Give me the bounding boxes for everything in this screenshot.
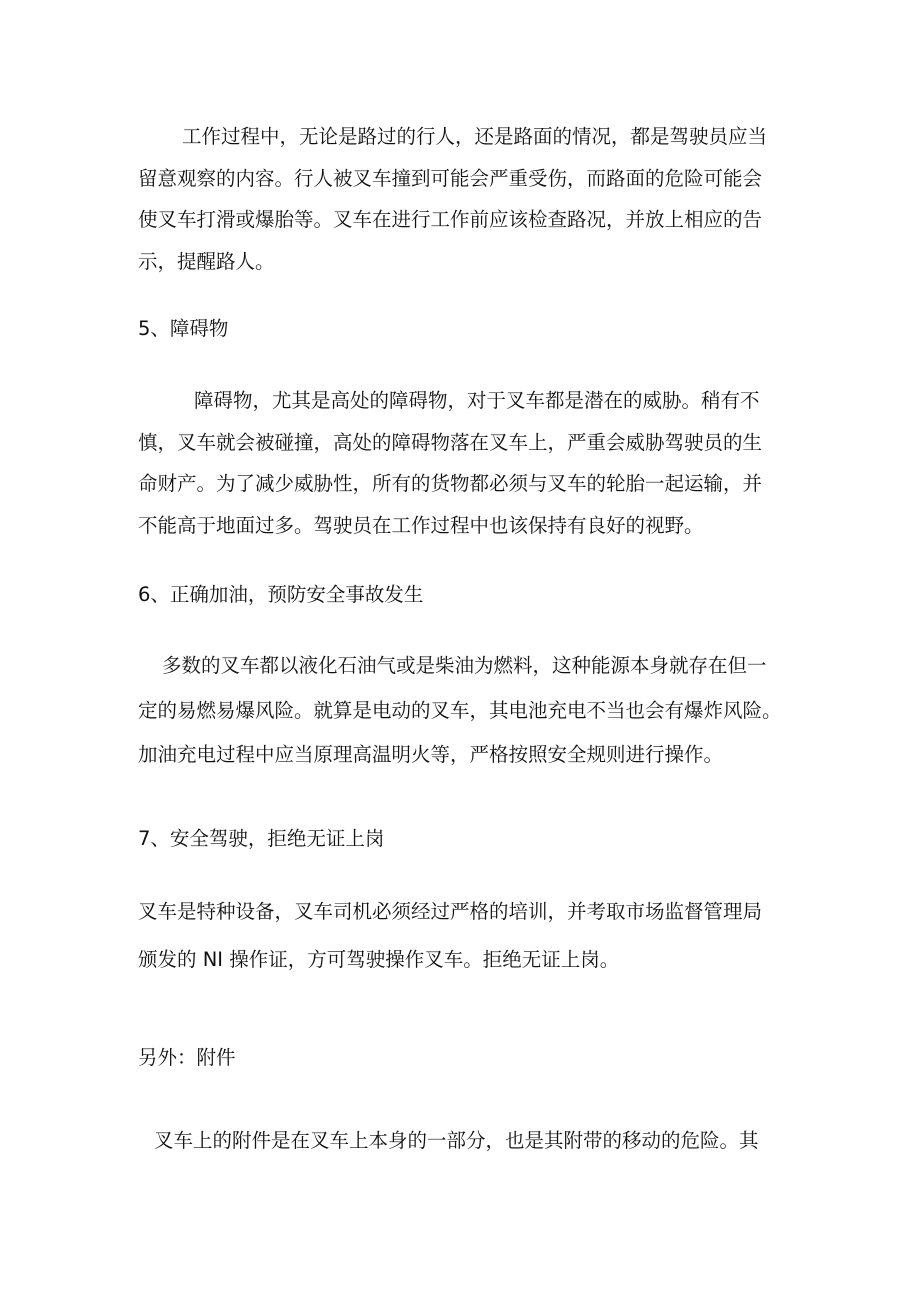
paragraph-line: 多数的叉车都以液化石油气或是柴油为燃料，这种能源本身就存在但一 <box>162 654 767 677</box>
section-heading-driving: 7、安全驾驶，拒绝无证上岗 <box>138 827 385 850</box>
paragraph-line: 命财产。为了减少威胁性，所有的货物都必须与叉车的轮胎一起运输，并 <box>138 472 763 495</box>
paragraph-line: 加油充电过程中应当原理高温明火等，严格按照安全规则进行操作。 <box>138 743 724 766</box>
paragraph-line: 使叉车打滑或爆胎等。叉车在进行工作前应该检查路况，并放上相应的告 <box>138 208 763 231</box>
paragraph-line: 工作过程中，无论是路过的行人，还是路面的情况，都是驾驶员应当 <box>182 125 768 148</box>
paragraph-attachments <box>138 1122 788 1160</box>
section-heading-obstacles: 5、障碍物 <box>138 317 229 340</box>
paragraph-line: 定的易燃易爆风险。就算是电动的叉车，其电池充电不当也会有爆炸风险。 <box>138 698 782 722</box>
paragraph-line: 留意观察的内容。行人被叉车撞到可能会严重受伤，而路面的危险可能会 <box>138 166 763 190</box>
section-heading-attachments: 另外：附件 <box>138 1046 236 1069</box>
paragraph-line: 叉车上的附件是在叉车上本身的一部分，也是其附带的移动的危险。其 <box>154 1129 759 1152</box>
paragraph-line: 慎，叉车就会被碰撞，高处的障碍物落在叉车上，严重会威胁驾驶员的生 <box>138 430 763 454</box>
paragraph-line: 颁发的 NI 操作证，方可驾驶操作叉车。拒绝无证上岗。 <box>138 948 620 971</box>
paragraph-line: 叉车是特种设备，叉车司机必须经过严格的培训，并考取市场监督管理局 <box>138 900 763 923</box>
paragraph-road-safety <box>138 116 788 282</box>
paragraph-driving <box>138 888 788 984</box>
paragraph-line: 示，提醒路人。 <box>138 249 275 273</box>
paragraph-obstacles <box>138 380 788 546</box>
section-heading-refuel: 6、正确加油，预防安全事故发生 <box>138 583 424 606</box>
paragraph-line: 障碍物，尤其是高处的障碍物，对于叉车都是潜在的威胁。稍有不 <box>194 389 760 412</box>
paragraph-line: 不能高于地面过多。驾驶员在工作过程中也该保持有良好的视野。 <box>138 513 704 537</box>
paragraph-refuel <box>138 644 788 778</box>
